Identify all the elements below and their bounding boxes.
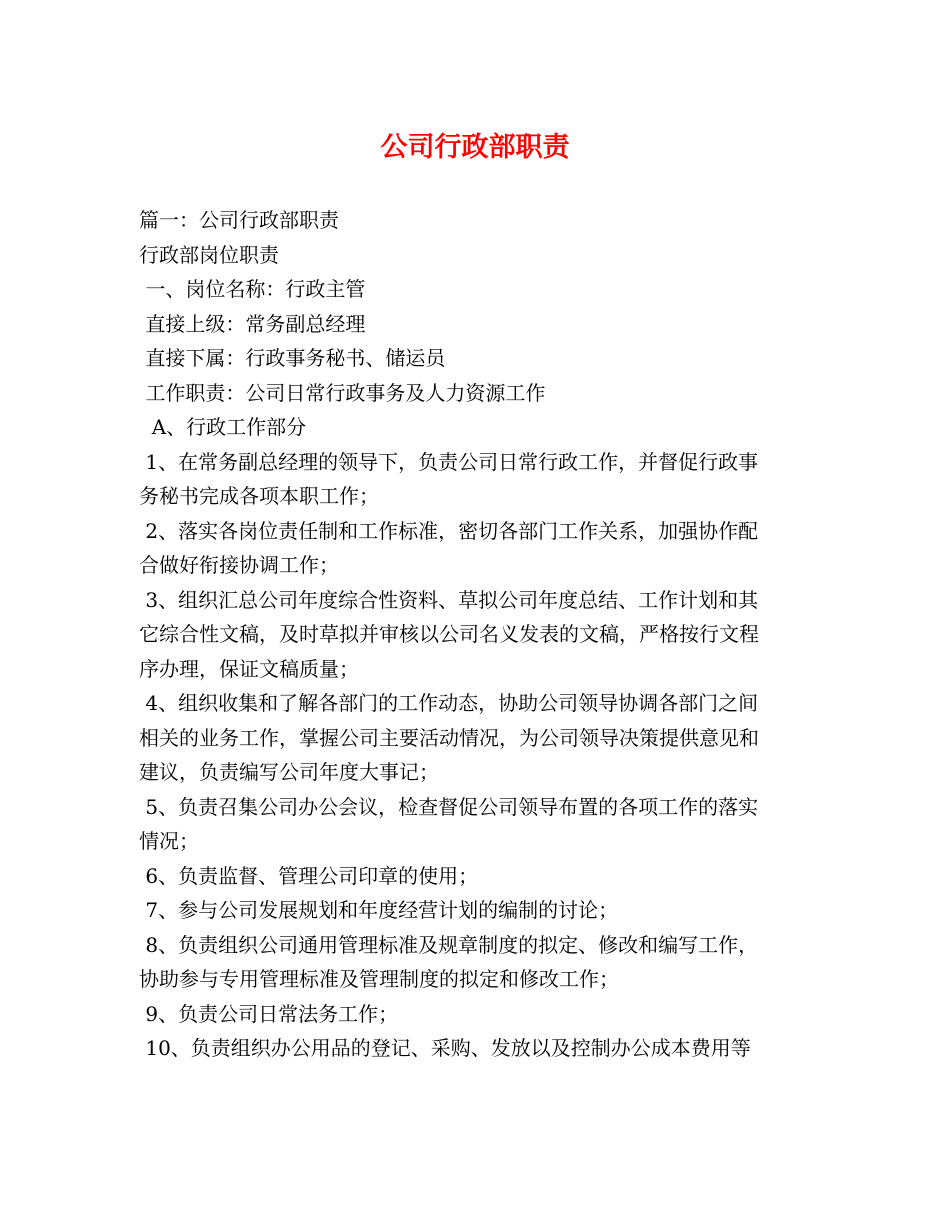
text-line: 6、负责监督、管理公司印章的使用；: [139, 863, 479, 888]
text-line: 3、组织汇总公司年度综合性资料、草拟公司年度总结、工作计划和其: [139, 587, 759, 612]
text-line: 建议，负责编写公司年度大事记；: [139, 760, 439, 784]
text-line: 5、负责召集公司办公会议，检查督促公司领导布置的各项工作的落实: [139, 794, 759, 819]
text-line: 10、负责组织办公用品的登记、采购、发放以及控制办公成本费用等: [139, 1036, 751, 1060]
text-line: 它综合性文稿，及时草拟并审核以公司名义发表的文稿，严格按行文程: [139, 622, 759, 646]
text-line: 序办理，保证文稿质量；: [139, 656, 359, 681]
text-line: 情况；: [139, 829, 199, 853]
text-line: 篇一：公司行政部职责: [139, 208, 339, 232]
text-line: 工作职责：公司日常行政事务及人力资源工作: [139, 380, 546, 405]
text-line: 4、组织收集和了解各部门的工作动态，协助公司领导协调各部门之间: [139, 691, 759, 715]
text-line: 一、岗位名称：行政主管: [139, 277, 366, 301]
text-line: A、行政工作部分: [139, 415, 307, 439]
text-line: 协助参与专用管理标准及管理制度的拟定和修改工作；: [139, 967, 619, 991]
document-body: [139, 203, 819, 1066]
text-line: 1、在常务副总经理的领导下，负责公司日常行政工作，并督促行政事: [139, 449, 759, 474]
text-line: 直接下属：行政事务秘书、储运员: [139, 346, 446, 370]
text-line: 8、负责组织公司通用管理标准及规章制度的拟定、修改和编写工作，: [139, 932, 759, 957]
text-line: 务秘书完成各项本职工作；: [139, 484, 379, 508]
text-line: 7、参与公司发展规划和年度经营计划的编制的讨论；: [139, 898, 619, 922]
text-line: 直接上级：常务副总经理: [139, 311, 366, 336]
text-line: 9、负责公司日常法务工作；: [139, 1001, 399, 1026]
text-line: 2、落实各岗位责任制和工作标准，密切各部门工作关系，加强协作配: [139, 518, 759, 543]
text-line: 行政部岗位职责: [139, 242, 279, 267]
document-title: 公司行政部职责: [380, 132, 570, 163]
text-line: 相关的业务工作，掌握公司主要活动情况，为公司领导决策提供意见和: [139, 725, 759, 750]
text-line: 合做好衔接协调工作；: [139, 553, 339, 577]
